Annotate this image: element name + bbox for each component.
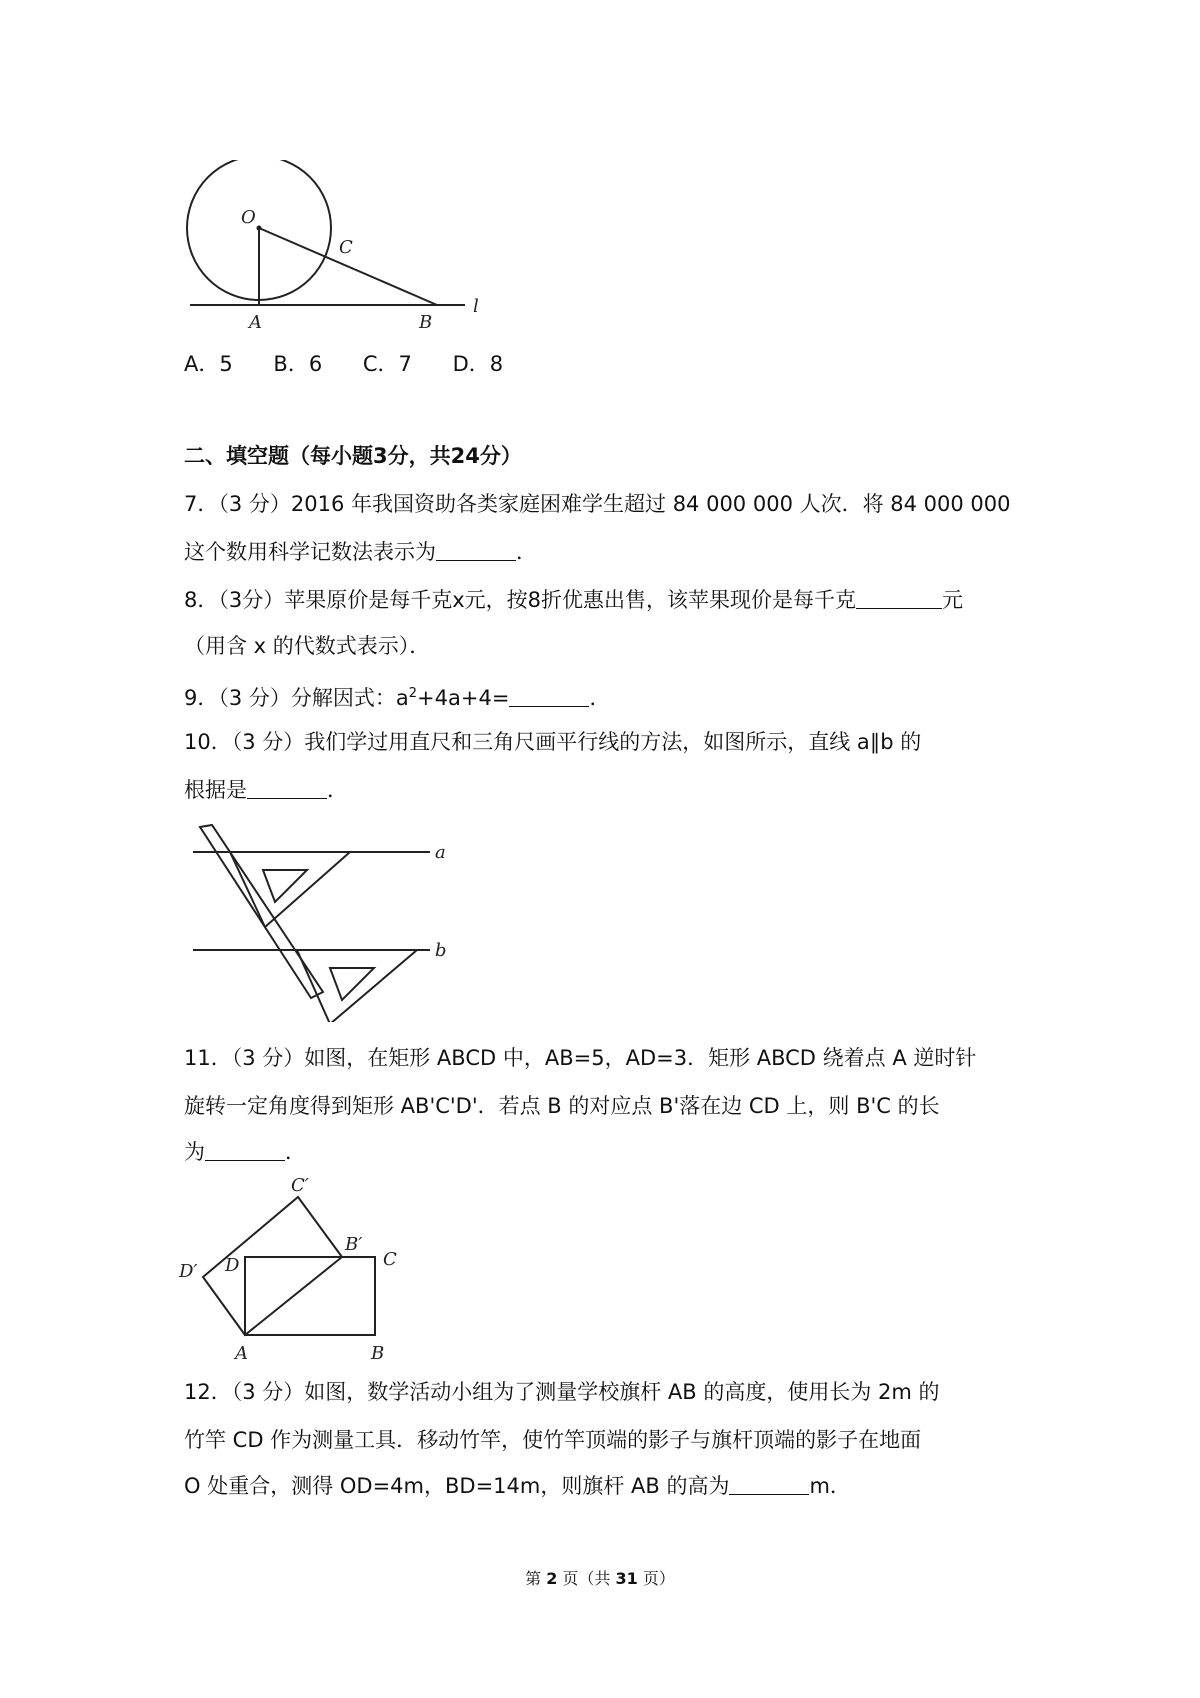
q10-text: 根据是 <box>184 778 247 802</box>
answer-blank <box>247 778 327 799</box>
q11-line3 <box>184 1138 306 1166</box>
q7-period: ． <box>516 540 537 564</box>
point-O <box>257 226 262 231</box>
q9-period: ． <box>589 686 611 710</box>
q11-text: 为 <box>184 1140 205 1164</box>
q12-unit: m． <box>809 1474 851 1498</box>
q6-choices <box>184 348 537 378</box>
q10-line1: 10．（3 分）我们学过用直尺和三角尺画平行线的方法，如图所示，直线 a∥b 的 <box>184 730 922 754</box>
q11-period: ． <box>285 1140 306 1164</box>
label-B: B <box>419 312 433 333</box>
footer-suffix: 页） <box>637 1569 675 1588</box>
label-C: C <box>383 1249 397 1270</box>
q12-line2: 竹竿 CD 作为测量工具．移动竹竿，使竹竿顶端的影子与旗杆顶端的影子在地面 <box>184 1428 922 1452</box>
q12-line1: 12．（3 分）如图，数学活动小组为了测量学校旗杆 AB 的高度，使用长为 2m 的 <box>184 1380 940 1404</box>
total-pages: 31 <box>615 1569 638 1588</box>
q10-line2 <box>184 776 348 804</box>
label-A: A <box>249 312 262 333</box>
q7-line2 <box>184 538 537 566</box>
set-square-top <box>230 852 350 927</box>
label-l: l <box>473 296 479 317</box>
label-a: a <box>435 842 446 863</box>
label-D-prime: D′ <box>179 1261 198 1282</box>
q10-period: ． <box>327 778 348 802</box>
q9-exponent: 2 <box>408 686 418 701</box>
section-title: 二、填空题（每小题3分，共24分） <box>184 444 522 468</box>
q12-line3 <box>184 1472 851 1500</box>
label-D: D <box>225 1255 240 1276</box>
q12-text: O 处重合，测得 OD=4m，BD=14m，则旗杆 AB 的高为 <box>184 1474 730 1498</box>
footer-middle: 页（共 <box>557 1569 616 1588</box>
footer-prefix: 第 <box>525 1569 547 1588</box>
choice-a: A．5 <box>184 352 233 376</box>
q8-line2: （用含 x 的代数式表示）． <box>184 634 431 658</box>
q7-text: 这个数用科学记数法表示为 <box>184 540 436 564</box>
rectangle-ABCD <box>245 1257 375 1335</box>
label-O: O <box>241 207 256 228</box>
q11-line2: 旋转一定角度得到矩形 AB'C'D'．若点 B 的对应点 B'落在边 CD 上，则 B'C 的长 <box>184 1094 940 1118</box>
label-B-prime: B′ <box>345 1234 363 1255</box>
answer-blank <box>436 540 516 561</box>
circle-tangent-figure <box>175 160 495 340</box>
answer-blank <box>856 588 942 609</box>
q8-text: 8．（3分）苹果原价是每千克x元，按8折优惠出售，该苹果现价是每千克 <box>184 588 857 612</box>
rectangle-AB'C'D' <box>203 1197 342 1335</box>
page-number: 2 <box>546 1569 558 1588</box>
q8-line1 <box>184 586 963 614</box>
label-C: C <box>339 237 353 258</box>
answer-blank <box>509 686 589 707</box>
q9-line <box>184 680 610 712</box>
q11-line1: 11．（3 分）如图，在矩形 ABCD 中，AB=5，AD=3．矩形 ABCD 绕着点 A 逆时针 <box>184 1046 977 1070</box>
label-A: A <box>235 1343 248 1364</box>
set-square-bottom-inner <box>330 968 374 1000</box>
page-footer <box>0 1566 1200 1589</box>
label-b: b <box>435 940 447 961</box>
label-B: B <box>371 1343 385 1364</box>
answer-blank <box>205 1140 285 1161</box>
choice-d: D．8 <box>452 352 504 376</box>
choice-c: C．7 <box>362 352 412 376</box>
rotated-rectangle-figure <box>175 1175 415 1365</box>
q9-text: 9．（3 分）分解因式：a <box>184 686 409 710</box>
set-square-top-inner <box>263 870 307 902</box>
q9-expression: +4a+4= <box>417 686 510 710</box>
answer-blank <box>729 1474 809 1495</box>
label-C-prime: C′ <box>291 1175 309 1196</box>
q8-unit: 元 <box>942 588 964 612</box>
choice-b: B．6 <box>273 352 323 376</box>
ruler-setsquare-figure <box>185 822 455 1022</box>
ruler <box>200 825 323 998</box>
q7-line1: 7．（3 分）2016 年我国资助各类家庭困难学生超过 84 000 000 人次．将 84 000 000 <box>184 492 1011 516</box>
